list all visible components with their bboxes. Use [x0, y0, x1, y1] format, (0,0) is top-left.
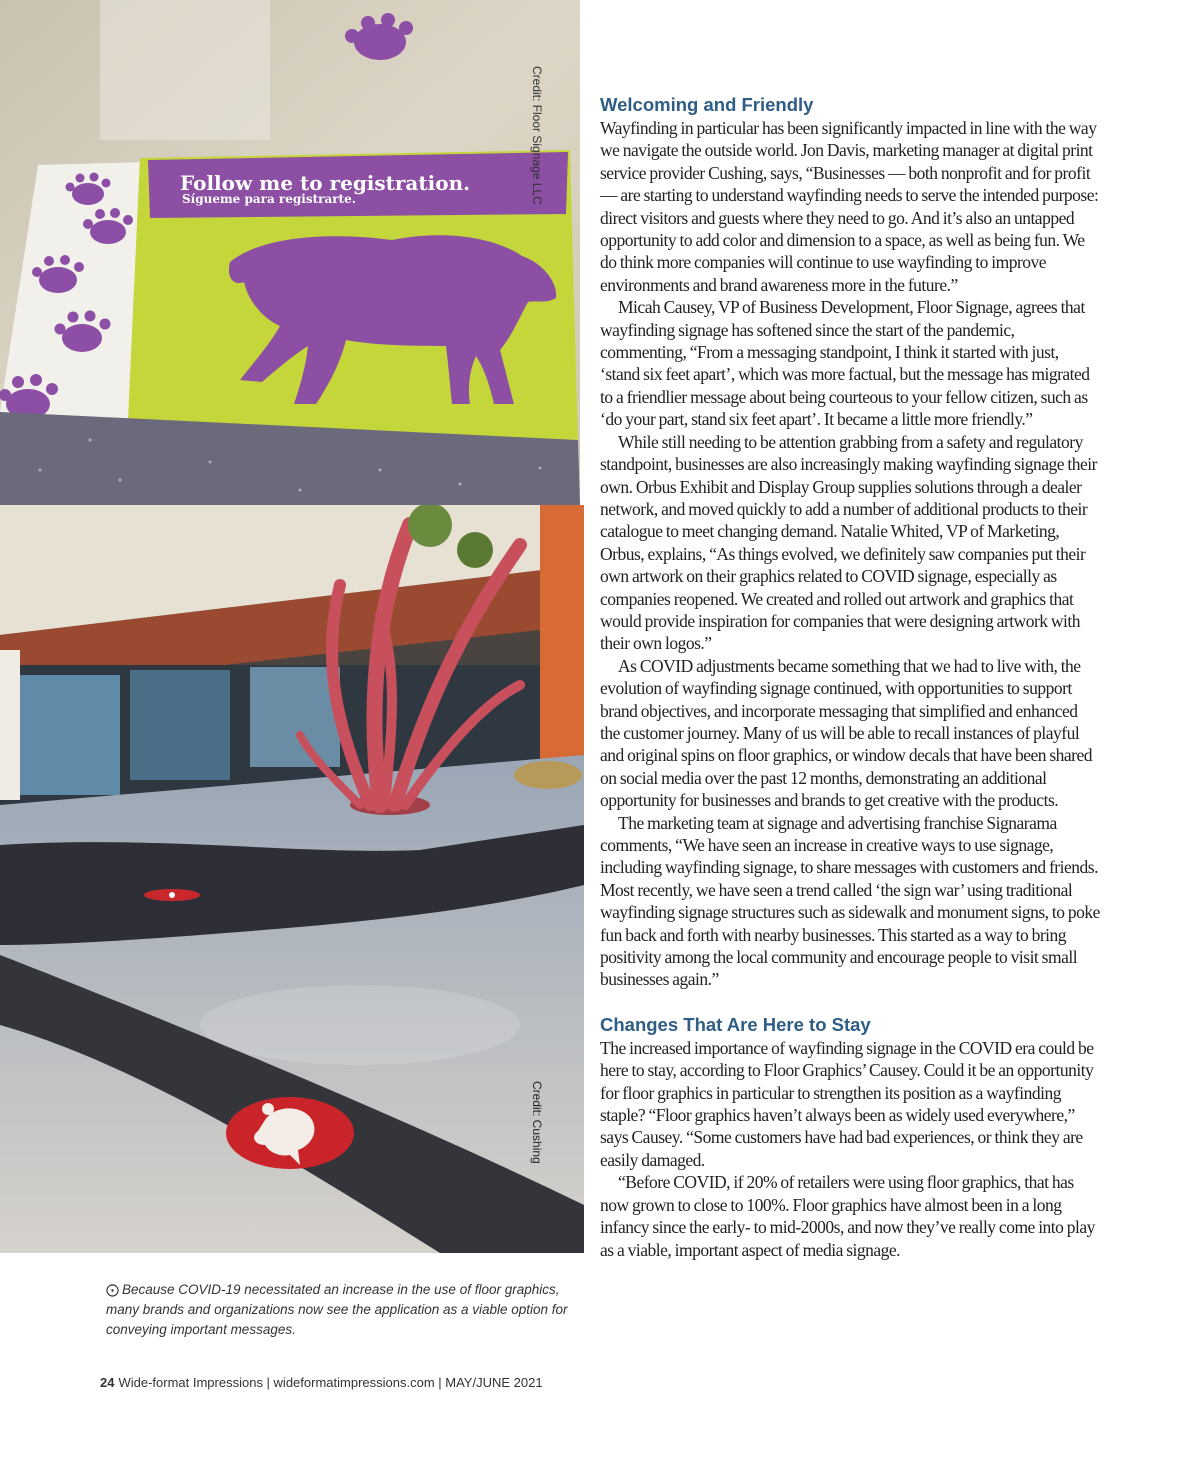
photo-floor-decal-bear	[0, 0, 580, 505]
paragraph: The marketing team at signage and advertising franchise Signarama comments, “We have seen an increase in creative ways to use signage, including wayfinding signage, to share messages with customers and friends. Most recently, we have seen a trend called ‘the sign war’ using traditional wayfinding signage structures such as sidewalk and monument signs, to poke fun back and forth with nearby businesses. This started as a way to bring positivity among the local community and encourage people to visit small businesses again.”	[600, 812, 1100, 990]
photo-caption	[106, 1280, 574, 1340]
section-heading: Changes That Are Here to Stay	[600, 1013, 871, 1035]
section-heading: Welcoming and Friendly	[600, 94, 814, 115]
photo-lobby-floor-graphics	[0, 505, 584, 1253]
paragraph: “Before COVID, if 20% of retailers were using floor graphics, that has now grown to close to 100%. Floor graphics have almost been in a long infancy since the early- to mid-2000s, and now they’ve really come into play as a viable, important aspect of media signage.	[600, 1172, 1095, 1260]
location-pin-icon: ⨀	[106, 1282, 119, 1297]
paragraph: The increased importance of wayfinding signage in the COVID era could be here to stay, according to Floor Graphics’ Causey. Could it be an opportunity for floor graphics in particular to strengthen its position as a wayfinding staple? “Floor graphics haven’t always been as widely used everywhere,” says Causey. “Some customers have had bad experiences, or think they are easily damaged.	[600, 1037, 1094, 1170]
paragraph: While still needing to be attention grabbing from a safety and regulatory standpoint, businesses are also increasingly making wayfinding signage their own. Orbus Exhibit and Display Group supplies solutions through a dealer network, and moved quickly to add a number of additional products to their catalogue to meet changing demand. Natalie Whited, VP of Marketing, Orbus, explains, “As things evolved, we definitely saw companies put their own artwork on their graphics related to COVID signage, especially as companies reopened. We created and rolled out artwork and graphics that would provide inspiration for companies that were designing artwork with their own logos.”	[600, 431, 1097, 654]
photo-credit: Credit: Floor Signage LLC	[530, 66, 544, 205]
photo-credit: Credit: Cushing	[530, 1081, 544, 1164]
sign-line-1: Follow me to registration.	[180, 171, 471, 195]
floor-decal-illustration	[0, 0, 580, 505]
turtle-floor-marker	[226, 1097, 354, 1169]
article-column	[600, 93, 1100, 1261]
caption-text: Because COVID-19 necessitated an increase in the use of floor graphics, many brands and organizations now see the application as a viable option for conveying important messages.	[106, 1282, 568, 1337]
footer-text: Wide-format Impressions | wideformatimpressions.com | MAY/JUNE 2021	[118, 1375, 543, 1390]
small-floor-marker	[144, 889, 200, 901]
paragraph: As COVID adjustments became something that we had to live with, the evolution of wayfinding signage continued, with opportunities to support brand objectives, and incorporate messaging that simplified and enhanced the customer journey. Many of us will be able to recall instances of playful and original spins on floor graphics, or window decals that have been shared on social media over the past 12 months, demonstrating an additional opportunity for businesses and brands to get creative with the products.	[600, 655, 1093, 811]
paragraph: Micah Causey, VP of Business Development, Floor Signage, agrees that wayfinding signage has softened since the start of the pandemic, commenting, “From a messaging standpoint, I think it started with just, ‘stand six feet apart’, which was more factual, but the message has migrated to a friendlier message about being courteous to your fellow citizen, such as ‘do your part, stand six feet apart’. It became a little more friendly.”	[600, 297, 1090, 430]
page-footer	[100, 1375, 543, 1390]
page-number: 24	[100, 1375, 115, 1390]
paragraph: Wayfinding in particular has been significantly impacted in line with the way we navigate the outside world. Jon Davis, marketing manager at digital print service provider Cushing, says, “Businesses — both nonprofit and for profit — are starting to understand wayfinding needs to serve the intended purpose: direct visitors and guests where they need to go. And it’s also an untapped opportunity to add color and dimension to a space, as well as being fun. We do think more companies will continue to use wayfinding to improve environments and brand awareness more in the future.”	[600, 118, 1099, 295]
lobby-illustration	[0, 505, 584, 1253]
sign-line-2: Sígueme para registrarte.	[182, 192, 356, 206]
